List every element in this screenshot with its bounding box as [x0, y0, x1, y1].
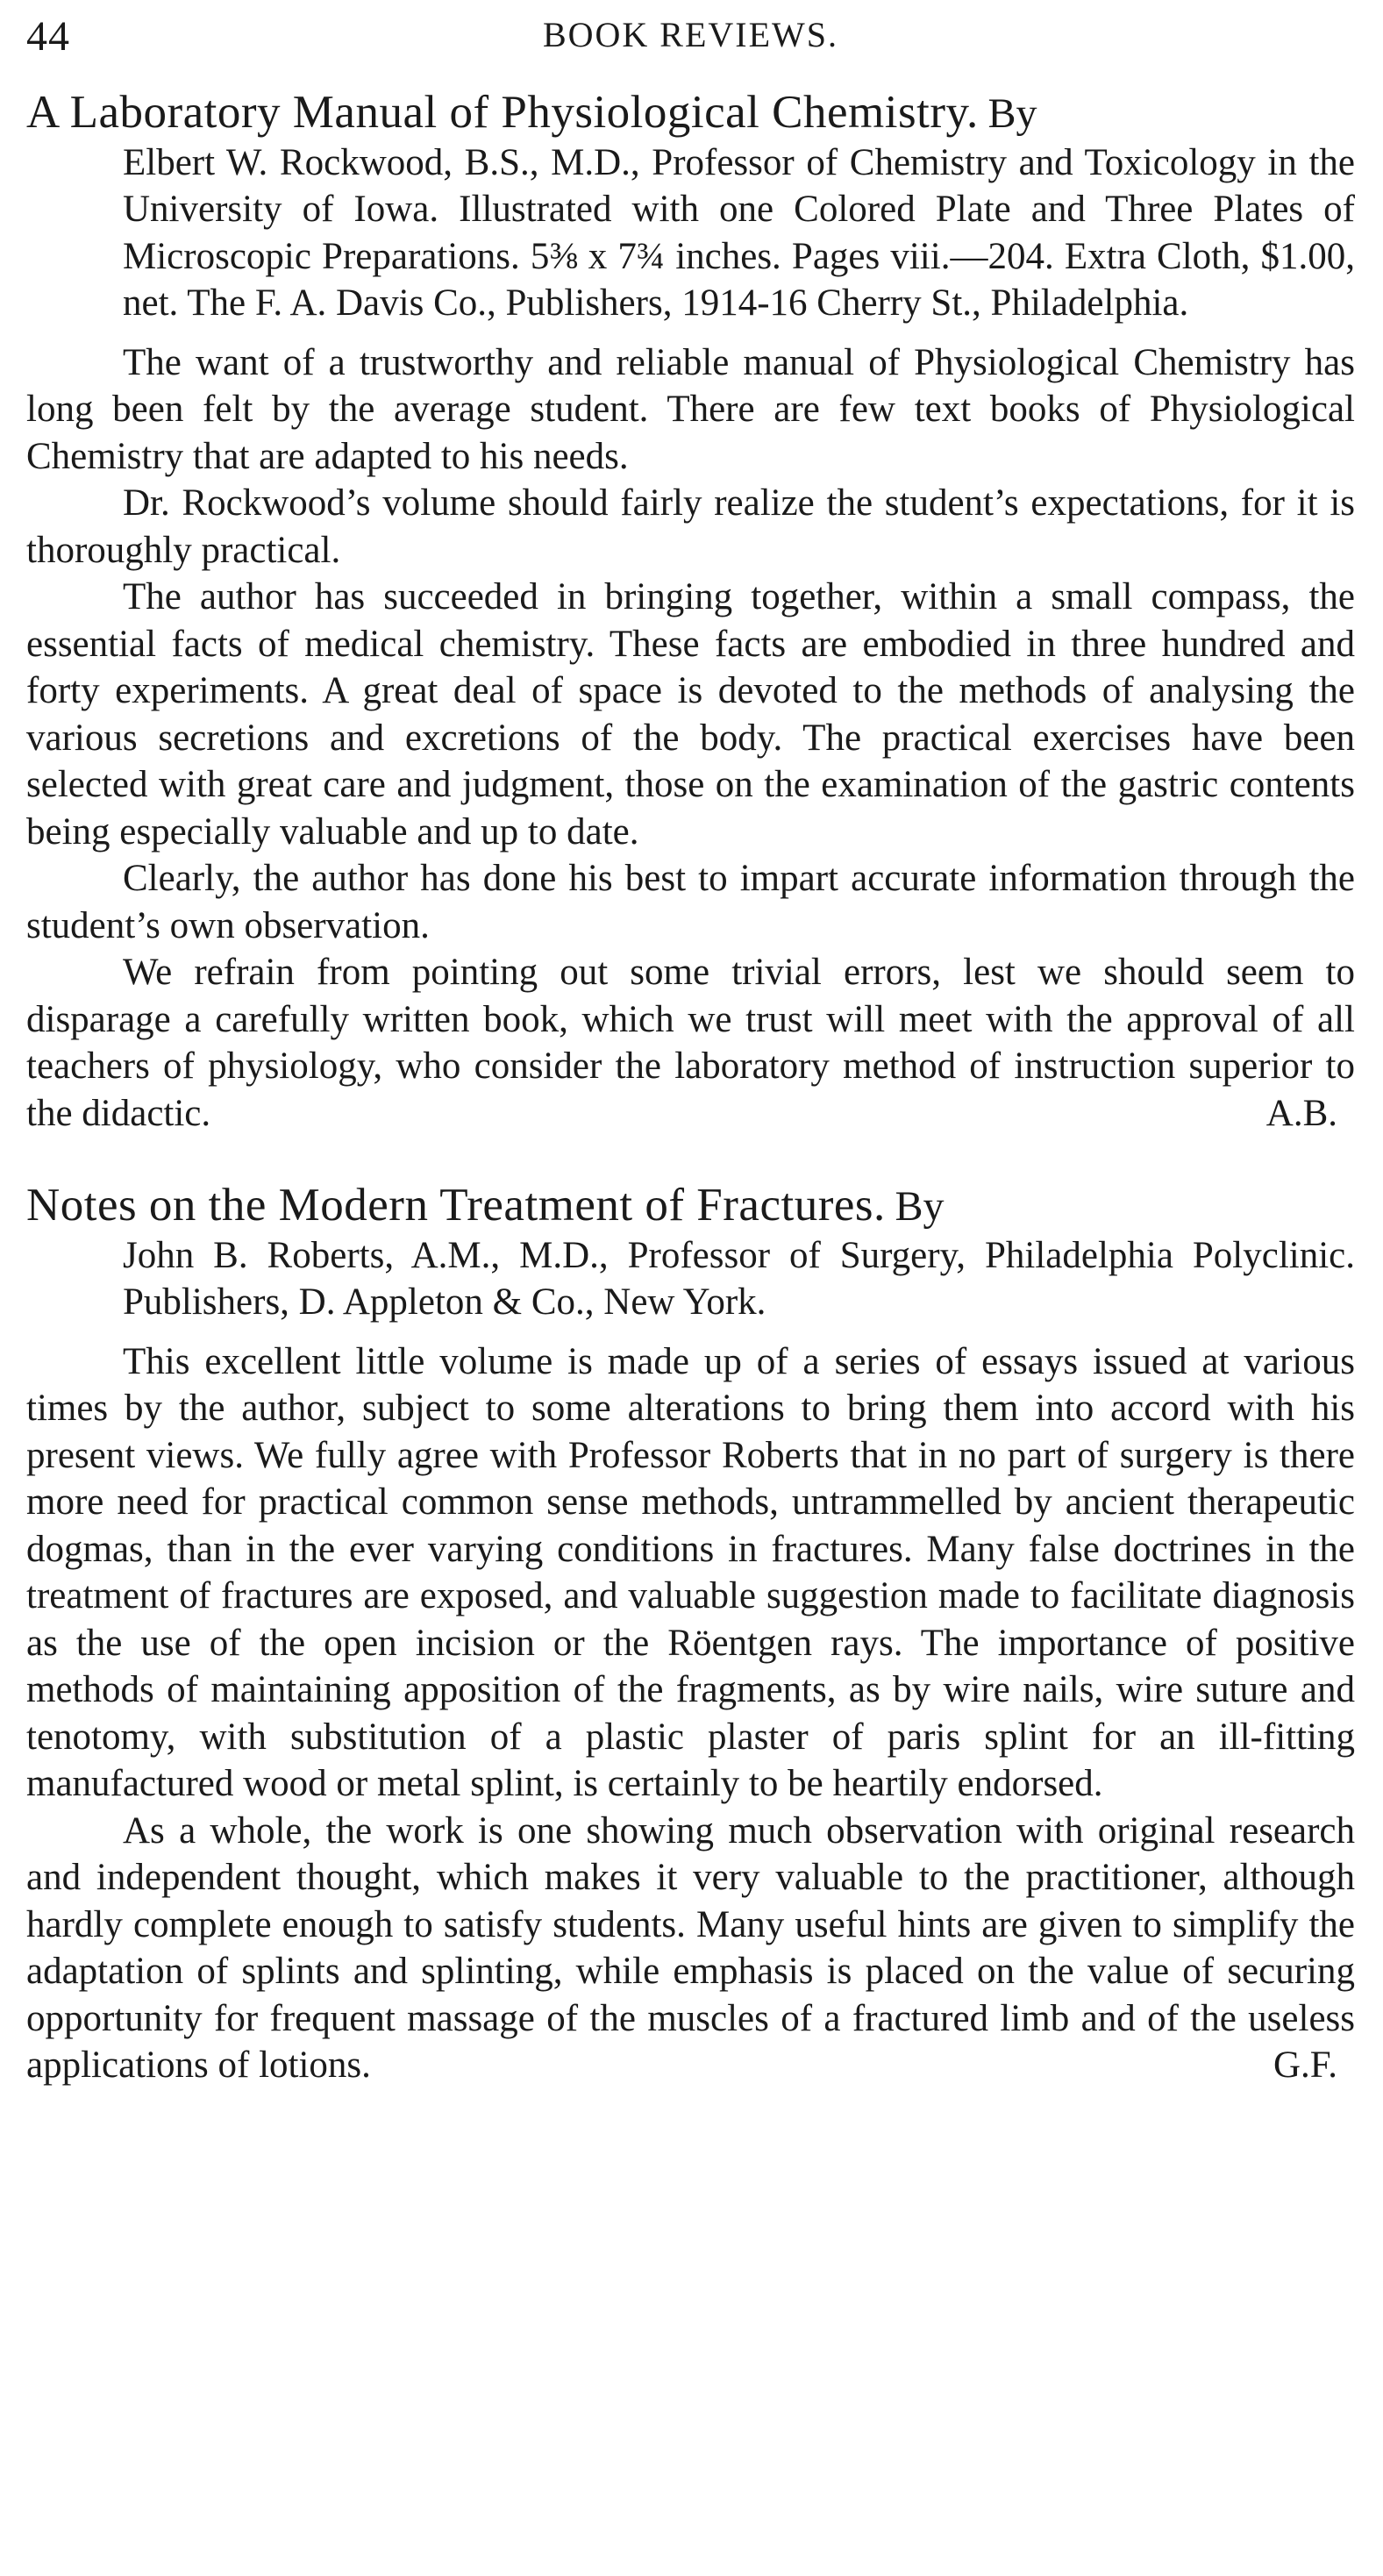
- reviewer-signature: A.B.: [1265, 1092, 1337, 1134]
- review-body: [26, 339, 1355, 1138]
- book-reviews-page: [26, 0, 1355, 2089]
- review-citation: John B. Roberts, A.M., M.D., Professor of Surgery, Philadelphia Polyclinic. Publishers, D. Appleton & Co., New York.: [123, 1234, 1355, 1323]
- page-number: 44: [26, 13, 70, 60]
- review-paragraph: Dr. Rockwood’s volume should fairly realize the student’s expectations, for it is thoroughly practical.: [26, 482, 1355, 571]
- review-paragraph-signed: [26, 949, 1355, 1137]
- review-citation: Elbert W. Rockwood, B.S., M.D., Professor of Chemistry and Toxicology in the University of Iowa. Illustrated with one Colored Plate and Three Plates of Microscopic Preparations. 5⅜ x 7¾ inches. Pages viii.—204. Extra Cloth, $1.00, net. The F. A. Davis Co., Publishers, 1914-16 Cherry St., Philadelphia.: [123, 141, 1355, 324]
- review-paragraph: This excellent little volume is made up of a series of essays issued at various times by the author, subject to some alterations to bring them into accord with his present views. We fully agree with Professor Roberts that in no part of surgery is there more need for practical common sense methods, untrammelled by ancient therapeutic dogmas, than in the ever varying conditions in fractures. Many false doctrines in the treatment of fractures are exposed, and valuable suggestion made to facilitate diagnosis as the use of the open incision or the Röentgen rays. The importance of positive methods of maintaining apposition of the fragments, as by wire nails, wire suture and tenotomy, with substitution of a plastic plaster of paris splint for an ill-fitting manufactured wood or metal splint, is certainly to be heartily endorsed.: [26, 1340, 1355, 1804]
- review-paragraph: The author has succeeded in bringing together, within a small compass, the essential facts of medical chemistry. These facts are embodied in three hundred and forty experiments. A great deal of space is devoted to the methods of analysing the various secretions and excretions of the body. The practical exercises have been selected with great care and judgment, those on the examination of the gastric contents being especially valuable and up to date.: [26, 576, 1355, 853]
- review-by: By: [987, 90, 1037, 137]
- running-title: BOOK REVIEWS.: [542, 15, 839, 54]
- review-paragraph: Clearly, the author has done his best to impart accurate information through the student’s own observation.: [26, 858, 1355, 946]
- review-paragraph: As a whole, the work is one showing much observation with original research and independent thought, which makes it very valuable to the practitioner, although hardly complete enough to satisfy students. Many useful hints are given to simplify the adaptation of splints and splinting, while emphasis is placed on the value of securing opportunity for frequent massage of the muscles of a fractured limb and of the useless applications of lotions.: [26, 1809, 1355, 2086]
- review-fractures: [26, 1182, 1355, 2089]
- review-by: By: [895, 1183, 945, 1230]
- review-laboratory-manual: [26, 89, 1355, 1137]
- review-paragraph-signed: [26, 1808, 1355, 2089]
- review-paragraph: The want of a trustworthy and reliable manual of Physiological Chemistry has long been felt by the average student. There are few text books of Physiological Chemistry that are adapted to his needs.: [26, 341, 1355, 477]
- review-paragraph: We refrain from pointing out some trivial errors, lest we should seem to disparage a carefully written book, which we trust will meet with the approval of all teachers of physiology, who consider the laboratory method of instruction superior to the didactic.: [26, 952, 1355, 1134]
- review-title: A Laboratory Manual of Physiological Chemistry.: [26, 87, 979, 138]
- review-heading: [26, 1182, 1355, 1326]
- review-body: [26, 1338, 1355, 2089]
- review-heading: [26, 89, 1355, 327]
- review-title: Notes on the Modern Treatment of Fractures.: [26, 1180, 886, 1231]
- running-head: [26, 0, 1355, 70]
- reviewer-signature: G.F.: [1273, 2044, 1337, 2086]
